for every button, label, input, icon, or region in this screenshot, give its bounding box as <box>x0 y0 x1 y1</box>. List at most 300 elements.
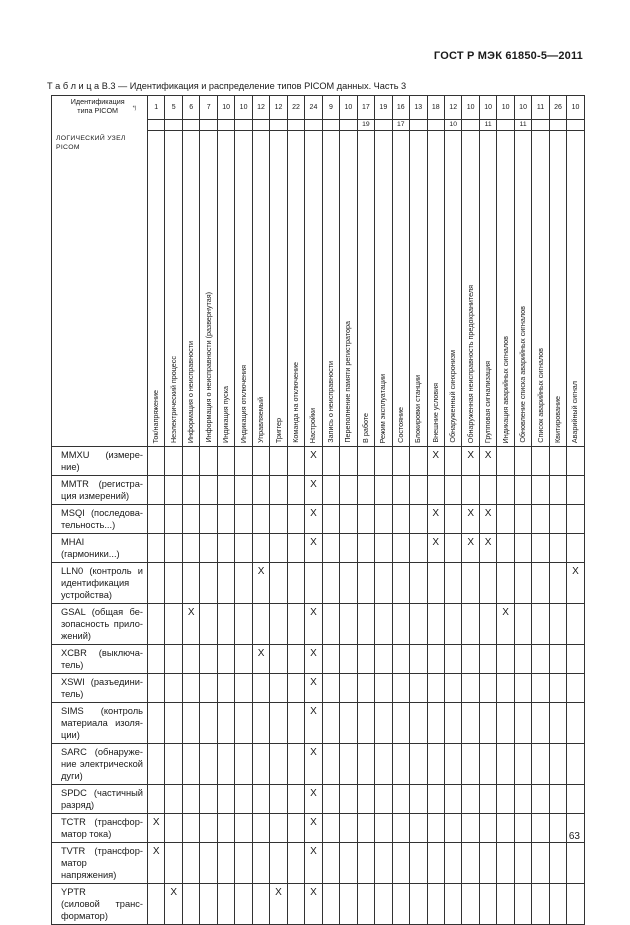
table-cell <box>182 785 199 814</box>
logical-node-text: MMXU (измере- <box>61 450 143 460</box>
table-cell <box>532 744 549 785</box>
table-cell: X <box>305 744 322 785</box>
table-cell <box>148 703 165 744</box>
table-cell <box>549 563 566 604</box>
table-cell <box>252 505 269 534</box>
table-cell <box>549 534 566 563</box>
table-cell <box>287 674 304 703</box>
page-number: 63 <box>568 831 580 842</box>
identification-label: Идентификация типа PICOM <box>70 97 125 115</box>
table-cell <box>287 476 304 505</box>
table-cell <box>479 645 496 674</box>
table-cell <box>357 814 374 843</box>
table-cell: X <box>479 447 496 476</box>
table-cell <box>182 505 199 534</box>
table-cell <box>200 645 217 674</box>
column-number: 16 <box>392 96 409 120</box>
table-cell <box>148 674 165 703</box>
table-cell <box>497 476 514 505</box>
table-cell <box>375 703 392 744</box>
table-cell <box>235 785 252 814</box>
column-subnumber <box>200 119 217 130</box>
table-row <box>52 476 585 505</box>
table-cell <box>165 843 182 884</box>
table-cell <box>287 447 304 476</box>
logical-node-cell <box>52 744 148 785</box>
table-cell <box>444 476 461 505</box>
table-cell <box>235 563 252 604</box>
table-row <box>52 645 585 674</box>
table-cell <box>270 534 287 563</box>
logical-node-cell <box>52 645 148 674</box>
logical-node-text: зопасность прило- <box>61 619 143 629</box>
logical-node-text: устройства) <box>61 590 112 600</box>
table-cell <box>270 447 287 476</box>
column-subnumber <box>270 119 287 130</box>
table-cell <box>217 744 234 785</box>
table-cell <box>235 447 252 476</box>
table-cell <box>549 744 566 785</box>
table-cell <box>532 785 549 814</box>
table-cell <box>322 534 339 563</box>
table-cell <box>567 703 584 744</box>
table-cell: X <box>427 447 444 476</box>
column-header-cell <box>252 130 269 447</box>
table-cell: X <box>182 604 199 645</box>
column-header: Команда на отключение <box>290 362 300 443</box>
table-cell <box>549 505 566 534</box>
logical-node-label: ЛОГИЧЕСКИЙ УЗЕЛ PICOM <box>52 130 148 447</box>
table-row <box>52 703 585 744</box>
column-number: 10 <box>514 96 531 120</box>
table-cell <box>270 843 287 884</box>
table-cell <box>549 645 566 674</box>
identification-label-cell <box>52 96 148 120</box>
table-cell <box>357 447 374 476</box>
column-header: Обновление списка аварийных сигналов <box>518 306 528 443</box>
logical-node-cell <box>52 563 148 604</box>
table-cell <box>217 703 234 744</box>
table-cell <box>182 447 199 476</box>
table-cell: X <box>497 604 514 645</box>
table-cell <box>287 534 304 563</box>
column-subnumber <box>182 119 199 130</box>
table-cell <box>357 674 374 703</box>
table-cell <box>462 604 479 645</box>
column-subnumber <box>148 119 165 130</box>
logical-node-text: ние электрической <box>61 759 143 769</box>
table-cell <box>148 476 165 505</box>
column-header-cell <box>357 130 374 447</box>
logical-node-text: ции) <box>61 730 80 740</box>
table-cell: X <box>165 884 182 925</box>
column-subnumber <box>305 119 322 130</box>
table-cell <box>182 645 199 674</box>
table-cell <box>532 505 549 534</box>
table-cell <box>375 744 392 785</box>
table-cell <box>514 744 531 785</box>
column-subnumber: 10 <box>444 119 461 130</box>
table-cell <box>252 674 269 703</box>
table-cell: X <box>479 505 496 534</box>
table-cell <box>235 884 252 925</box>
table-row <box>52 674 585 703</box>
table-cell <box>427 604 444 645</box>
table-cell <box>392 884 409 925</box>
logical-node-cell <box>52 674 148 703</box>
table-cell <box>235 476 252 505</box>
table-cell <box>427 563 444 604</box>
table-cell <box>200 843 217 884</box>
table-cell <box>392 505 409 534</box>
table-cell <box>270 563 287 604</box>
table-row <box>52 884 585 925</box>
column-header-cell <box>392 130 409 447</box>
column-number: 10 <box>217 96 234 120</box>
table-cell <box>252 843 269 884</box>
table-cell <box>444 785 461 814</box>
table-cell <box>462 785 479 814</box>
logical-node-text: SIMS (контроль <box>61 706 143 716</box>
table-cell <box>375 884 392 925</box>
table-cell <box>549 476 566 505</box>
table-cell <box>392 744 409 785</box>
table-cell <box>165 785 182 814</box>
table-cell <box>375 447 392 476</box>
table-cell <box>514 447 531 476</box>
table-cell <box>200 604 217 645</box>
column-header-cell <box>532 130 549 447</box>
table-cell <box>444 843 461 884</box>
table-cell <box>270 814 287 843</box>
table-cell <box>514 785 531 814</box>
column-header-cell <box>479 130 496 447</box>
logical-node-text: тельность...) <box>61 520 116 530</box>
table-cell <box>270 703 287 744</box>
table-cell <box>549 447 566 476</box>
column-header-cell <box>148 130 165 447</box>
table-cell <box>514 674 531 703</box>
column-header: Переполнение памяти регистратора <box>343 321 353 443</box>
table-cell <box>287 604 304 645</box>
table-cell <box>340 744 357 785</box>
table-cell <box>497 843 514 884</box>
table-cell <box>427 476 444 505</box>
column-header: Индикация аварийных сигналов <box>500 335 510 443</box>
logical-node-text: MHAI <box>61 537 85 547</box>
column-header-cell <box>322 130 339 447</box>
table-cell <box>375 674 392 703</box>
table-cell <box>410 703 427 744</box>
logical-node-text: SPDC (частичный <box>61 788 143 798</box>
table-cell <box>340 843 357 884</box>
table-cell <box>287 785 304 814</box>
table-cell <box>340 447 357 476</box>
table-cell <box>410 604 427 645</box>
column-header-cell <box>182 130 199 447</box>
table-cell <box>200 785 217 814</box>
table-row <box>52 744 585 785</box>
table-cell <box>479 744 496 785</box>
column-header-cell <box>235 130 252 447</box>
table-cell <box>567 785 584 814</box>
table-cell <box>252 884 269 925</box>
column-number: 18 <box>427 96 444 120</box>
table-cell <box>357 505 374 534</box>
table-cell <box>427 814 444 843</box>
table-cell <box>392 563 409 604</box>
column-header-cell <box>567 130 584 447</box>
column-header: Информация о неисправности <box>186 340 196 443</box>
table-cell <box>462 645 479 674</box>
table-cell <box>444 814 461 843</box>
table-cell <box>462 703 479 744</box>
column-header-cell <box>462 130 479 447</box>
table-cell <box>567 674 584 703</box>
column-header: В работе <box>360 413 370 443</box>
column-header-cell <box>427 130 444 447</box>
logical-node-text: MMTR (регистра- <box>61 479 143 489</box>
table-cell <box>410 447 427 476</box>
column-header: Внешние условия <box>430 383 440 443</box>
table-row <box>52 814 585 843</box>
table-cell <box>270 785 287 814</box>
column-subnumber: 17 <box>392 119 409 130</box>
column-header: Групповая сигнализация <box>483 360 493 443</box>
column-header: Триггер <box>273 417 283 443</box>
table-cell <box>410 476 427 505</box>
logical-node-text: YPTR <box>61 887 86 897</box>
column-header: Запись о неисправности <box>325 361 335 443</box>
table-cell <box>444 645 461 674</box>
table-cell <box>479 563 496 604</box>
logical-node-text: TCTR (трансфор- <box>61 817 143 827</box>
table-cell <box>322 814 339 843</box>
column-subnumber: 11 <box>514 119 531 130</box>
table-cell: X <box>462 505 479 534</box>
table-cell: X <box>305 814 322 843</box>
table-cell <box>392 476 409 505</box>
table-cell <box>182 563 199 604</box>
table-cell <box>444 703 461 744</box>
table-cell <box>410 884 427 925</box>
column-header-cell <box>287 130 304 447</box>
table-cell <box>462 744 479 785</box>
table-row <box>52 843 585 884</box>
table-cell <box>217 563 234 604</box>
table-cell <box>532 563 549 604</box>
table-cell <box>549 814 566 843</box>
table-cell <box>479 843 496 884</box>
table-cell <box>444 563 461 604</box>
table-cell <box>357 843 374 884</box>
column-subnumber <box>532 119 549 130</box>
table-cell <box>567 645 584 674</box>
table-cell: X <box>305 505 322 534</box>
table-cell <box>514 703 531 744</box>
table-cell <box>235 604 252 645</box>
table-cell <box>514 814 531 843</box>
table-cell <box>497 814 514 843</box>
table-cell <box>200 534 217 563</box>
logical-node-text: ние) <box>61 462 80 472</box>
table-cell <box>322 645 339 674</box>
logical-node-text: GSAL (общая бе- <box>61 607 143 617</box>
table-cell <box>497 563 514 604</box>
table-cell <box>235 814 252 843</box>
table-cell <box>357 476 374 505</box>
table-cell <box>410 534 427 563</box>
table-cell <box>165 814 182 843</box>
table-cell <box>497 534 514 563</box>
table-cell <box>567 843 584 884</box>
table-cell <box>375 843 392 884</box>
column-number: 12 <box>252 96 269 120</box>
table-cell <box>200 744 217 785</box>
column-header-cell <box>514 130 531 447</box>
table-cell <box>514 843 531 884</box>
table-cell <box>340 785 357 814</box>
table-cell <box>532 674 549 703</box>
column-subnumber <box>252 119 269 130</box>
table-cell <box>200 674 217 703</box>
table-cell <box>514 563 531 604</box>
table-cell: X <box>270 884 287 925</box>
table-cell: X <box>305 785 322 814</box>
logical-node-text: XCBR (выключа- <box>61 648 143 658</box>
table-cell <box>165 744 182 785</box>
table-cell <box>165 674 182 703</box>
table-cell <box>322 703 339 744</box>
table-cell <box>182 534 199 563</box>
table-cell <box>217 785 234 814</box>
table-cell <box>252 744 269 785</box>
column-number: 9 <box>322 96 339 120</box>
table-cell <box>287 843 304 884</box>
table-cell <box>148 645 165 674</box>
table-cell <box>392 814 409 843</box>
table-cell <box>165 476 182 505</box>
column-header-cell <box>497 130 514 447</box>
standard-header: ГОСТ Р МЭК 61850-5—2011 <box>433 50 583 62</box>
column-header: Неэлектрический процесс <box>168 355 178 443</box>
table-cell <box>235 534 252 563</box>
table-cell: X <box>305 645 322 674</box>
column-subnumber <box>410 119 427 130</box>
table-cell <box>200 814 217 843</box>
table-cell <box>217 534 234 563</box>
table-cell <box>357 645 374 674</box>
table-cell <box>410 843 427 884</box>
logical-node-text: дуги) <box>61 771 83 781</box>
table-cell <box>532 843 549 884</box>
column-number: 22 <box>287 96 304 120</box>
table-cell <box>375 645 392 674</box>
table-cell <box>165 505 182 534</box>
table-cell <box>270 744 287 785</box>
table-cell <box>444 604 461 645</box>
column-subnumber <box>567 119 584 130</box>
table-cell <box>235 843 252 884</box>
table-cell <box>200 703 217 744</box>
table-row <box>52 785 585 814</box>
table-cell <box>357 703 374 744</box>
column-number: 10 <box>462 96 479 120</box>
column-header-cell <box>217 130 234 447</box>
table-cell <box>514 604 531 645</box>
logical-node-cell <box>52 505 148 534</box>
table-cell: X <box>148 814 165 843</box>
corner-spacer <box>52 119 148 130</box>
table-cell <box>252 534 269 563</box>
table-cell <box>148 785 165 814</box>
table-cell <box>514 884 531 925</box>
table-cell <box>270 674 287 703</box>
table-cell: X <box>567 563 584 604</box>
table-cell <box>322 744 339 785</box>
column-header: Аварийный сигнал <box>570 380 580 443</box>
table-cell <box>217 814 234 843</box>
table-cell: X <box>305 884 322 925</box>
table-cell <box>235 703 252 744</box>
table-cell <box>444 884 461 925</box>
logical-node-text: форматор) <box>61 911 108 921</box>
column-header-cell <box>305 130 322 447</box>
table-cell: X <box>305 604 322 645</box>
table-cell <box>235 645 252 674</box>
table-cell <box>217 674 234 703</box>
table-cell <box>479 674 496 703</box>
table-cell <box>235 674 252 703</box>
column-number: 10 <box>479 96 496 120</box>
table-cell <box>532 645 549 674</box>
logical-node-text: идентификация <box>61 578 130 588</box>
column-subnumber: 19 <box>357 119 374 130</box>
table-cell <box>410 785 427 814</box>
table-cell <box>200 447 217 476</box>
column-header: Индикация пуска <box>221 386 231 443</box>
column-subnumber <box>322 119 339 130</box>
table-cell <box>567 744 584 785</box>
column-subnumber <box>375 119 392 130</box>
table-cell <box>497 703 514 744</box>
column-subnumber <box>427 119 444 130</box>
table-cell <box>479 884 496 925</box>
table-cell <box>410 674 427 703</box>
table-cell <box>549 785 566 814</box>
logical-node-text: (гармоники...) <box>61 549 120 559</box>
column-number: 12 <box>444 96 461 120</box>
table-cell: X <box>462 534 479 563</box>
table-cell <box>462 843 479 884</box>
table-cell <box>497 447 514 476</box>
table-cell <box>287 884 304 925</box>
table-row <box>52 447 585 476</box>
table-cell: X <box>427 534 444 563</box>
column-number: 10 <box>340 96 357 120</box>
column-number: 10 <box>497 96 514 120</box>
table-cell <box>148 505 165 534</box>
table-cell <box>410 814 427 843</box>
table-cell <box>410 744 427 785</box>
table-cell <box>252 476 269 505</box>
table-cell <box>148 534 165 563</box>
table-cell <box>427 785 444 814</box>
table-cell <box>479 785 496 814</box>
table-cell: X <box>305 476 322 505</box>
table-cell <box>444 674 461 703</box>
column-header: Настройки <box>308 407 318 443</box>
